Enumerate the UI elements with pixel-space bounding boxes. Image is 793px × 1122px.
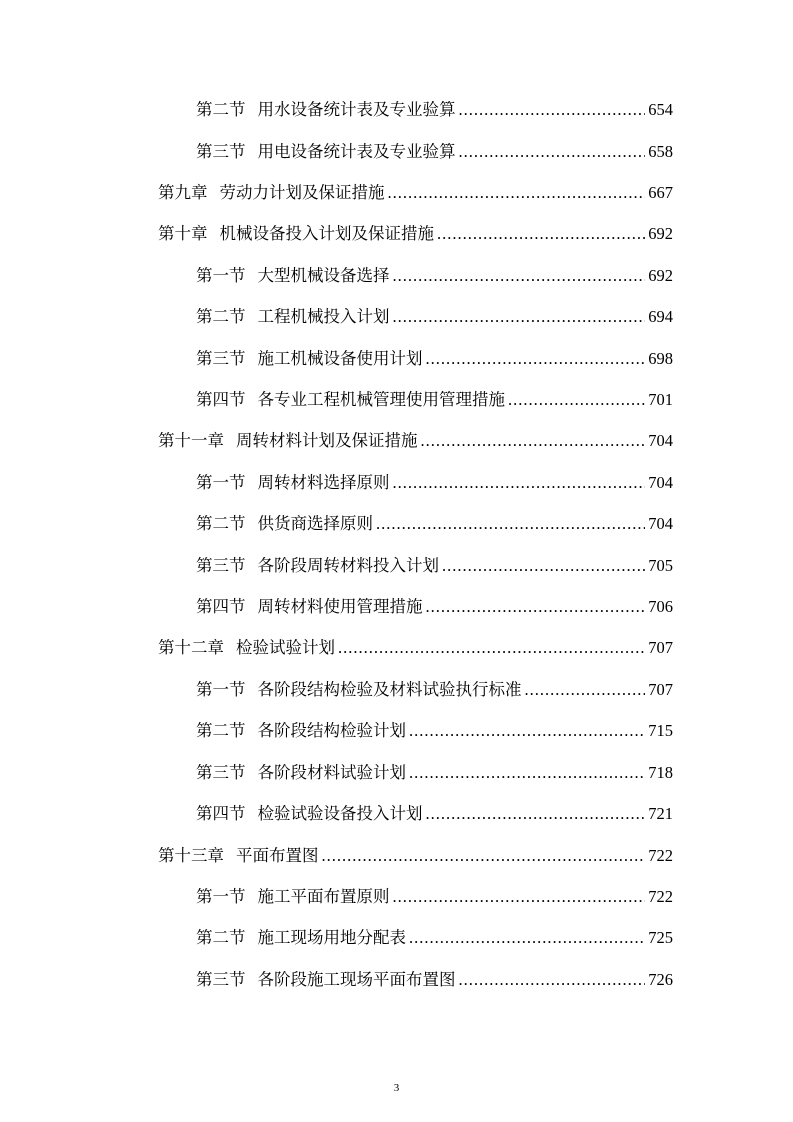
toc-entry-page: 694 [648,307,673,326]
page-number: 3 [393,1082,400,1094]
toc-entry-title: 机械设备投入计划及保证措施 [219,224,434,243]
toc-entry-number: 第三节 [196,970,246,989]
toc-entry-page: 722 [648,846,673,865]
toc-entry-page: 704 [648,473,673,492]
toc-entry[interactable] [158,219,673,249]
toc-entry-page: 704 [648,514,673,533]
toc-entry[interactable] [196,344,673,374]
toc-entry-number: 第十一章 [158,431,224,450]
toc-entry[interactable] [158,841,673,871]
toc-entry-page: 722 [648,887,673,906]
toc-entry-title: 用水设备统计表及专业验算 [257,100,456,119]
toc-entry-page: 705 [648,556,673,575]
toc-dot-leader [409,716,645,746]
toc-entry-number: 第一节 [196,266,246,285]
toc-dot-leader [426,592,646,622]
toc-dot-leader [393,302,646,332]
toc-entry-title: 工程机械投入计划 [257,307,390,326]
toc-entry-number: 第四节 [196,804,246,823]
toc-entry-number: 第三节 [196,763,246,782]
toc-entry-page: 704 [648,431,673,450]
toc-entry[interactable] [196,882,673,912]
toc-entry-title: 各阶段材料试验计划 [257,763,406,782]
toc-dot-leader [437,219,645,249]
toc-entry-title: 各阶段结构检验及材料试验执行标准 [257,680,522,699]
toc-entry-number: 第一节 [196,473,246,492]
toc-dot-leader [338,633,645,663]
toc-entry[interactable] [196,95,673,125]
toc-entry-title: 检验试验计划 [236,638,335,657]
toc-entry-page: 715 [648,721,673,740]
toc-entry-number: 第三节 [196,556,246,575]
toc-entry-title: 各阶段施工现场平面布置图 [257,970,456,989]
toc-entry-page: 706 [648,597,673,616]
toc-entry[interactable] [158,178,673,208]
toc-entry-title: 周转材料使用管理措施 [257,597,423,616]
toc-dot-leader [508,385,645,415]
toc-dot-leader [409,923,645,953]
toc-entry-page: 692 [648,266,673,285]
toc-dot-leader [409,758,645,788]
toc-entry-title: 施工现场用地分配表 [257,928,406,947]
toc-entry-title: 各阶段结构检验计划 [257,721,406,740]
toc-dot-leader [393,468,646,498]
toc-dot-leader [421,426,646,456]
toc-entry-title: 劳动力计划及保证措施 [219,183,385,202]
toc-entry-title: 各阶段周转材料投入计划 [257,556,439,575]
toc-entry-number: 第十章 [158,224,208,243]
toc-entry-number: 第三节 [196,142,246,161]
toc-entry-page: 707 [648,680,673,699]
toc-entry[interactable] [158,426,673,456]
toc-entry-title: 用电设备统计表及专业验算 [257,142,456,161]
toc-entry[interactable] [196,716,673,746]
toc-entry-number: 第十三章 [158,846,224,865]
toc-dot-leader [525,675,646,705]
toc-entry-page: 725 [648,928,673,947]
toc-entry-title: 施工平面布置原则 [257,887,390,906]
toc-entry-number: 第一节 [196,680,246,699]
toc-entry[interactable] [196,261,673,291]
toc-dot-leader [459,965,646,995]
toc-entry[interactable] [196,965,673,995]
toc-entry[interactable] [196,551,673,581]
toc-dot-leader [459,137,646,167]
toc-entry-title: 周转材料计划及保证措施 [236,431,418,450]
toc-entry[interactable] [158,633,673,663]
toc-dot-leader [442,551,645,581]
toc-entry-number: 第二节 [196,307,246,326]
toc-entry-page: 701 [648,390,673,409]
toc-entry-number: 第四节 [196,390,246,409]
toc-entry-number: 第十二章 [158,638,224,657]
toc-dot-leader [388,178,646,208]
toc-entry-number: 第三节 [196,349,246,368]
toc-entry[interactable] [196,592,673,622]
toc-entry-title: 平面布置图 [236,846,319,865]
toc-entry-number: 第二节 [196,514,246,533]
toc-entry-page: 654 [648,100,673,119]
toc-entry-title: 大型机械设备选择 [257,266,390,285]
toc-entry-number: 第二节 [196,100,246,119]
toc-entry-number: 第二节 [196,721,246,740]
toc-entry-number: 第二节 [196,928,246,947]
toc-entry[interactable] [196,799,673,829]
toc-dot-leader [426,799,646,829]
toc-entry-page: 718 [648,763,673,782]
toc-entry-page: 698 [648,349,673,368]
toc-entry[interactable] [196,137,673,167]
toc-entry-title: 施工机械设备使用计划 [257,349,423,368]
toc-entry-page: 726 [648,970,673,989]
toc-dot-leader [376,509,645,539]
toc-entry-page: 721 [648,804,673,823]
toc-dot-leader [322,841,646,871]
toc-entry-page: 667 [648,183,673,202]
toc-entry-title: 供货商选择原则 [257,514,373,533]
toc-dot-leader [426,344,646,374]
toc-entry[interactable] [196,468,673,498]
toc-entry[interactable] [196,675,673,705]
toc-entry[interactable] [196,302,673,332]
toc-entry-title: 检验试验设备投入计划 [257,804,423,823]
toc-entry-page: 658 [648,142,673,161]
toc-entry-number: 第九章 [158,183,208,202]
toc-dot-leader [459,95,646,125]
toc-entry-number: 第一节 [196,887,246,906]
toc-dot-leader [393,261,646,291]
toc-entry-title: 周转材料选择原则 [257,473,390,492]
toc-dot-leader [393,882,646,912]
toc-entry-page: 707 [648,638,673,657]
toc-entry[interactable] [196,923,673,953]
toc-entry[interactable] [196,758,673,788]
toc-entry[interactable] [196,385,673,415]
toc-entry-page: 692 [648,224,673,243]
toc-entry-title: 各专业工程机械管理使用管理措施 [257,390,505,409]
toc-entry-number: 第四节 [196,597,246,616]
toc-entry[interactable] [196,509,673,539]
